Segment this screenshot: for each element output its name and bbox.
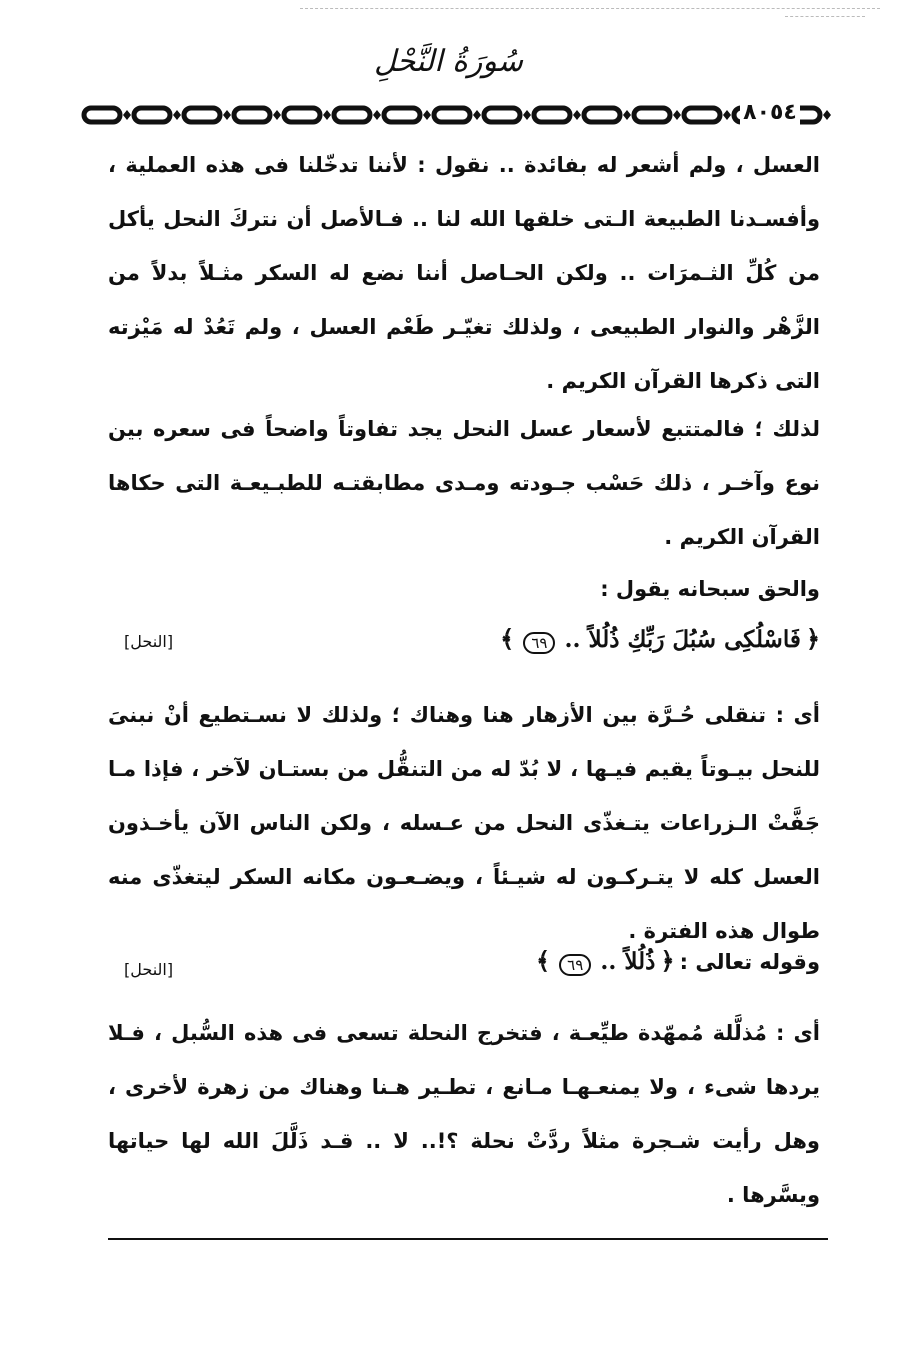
ornament-link — [184, 108, 220, 122]
ayah-number: ٦٩ — [559, 954, 591, 976]
ornament-diamond — [273, 110, 281, 120]
ornament-diamond — [423, 110, 431, 120]
ornament-link — [484, 108, 520, 122]
ornamental-border — [80, 100, 840, 130]
verse-text: فَاسْلُكِى سُبُلَ رَبِّكِ ذُلُلاً .. — [564, 626, 801, 653]
ornament-diamond — [223, 110, 231, 120]
verse-text: ذُلُلاً .. — [600, 948, 656, 975]
verse-open-bracket: ﴿ — [805, 624, 820, 653]
verse-source: [النحل] — [124, 632, 174, 651]
scan-edge-line — [785, 16, 865, 17]
ornament-link — [384, 108, 420, 122]
footer-rule — [108, 1238, 828, 1240]
ornament-diamond — [373, 110, 381, 120]
ornament-link — [84, 108, 120, 122]
surah-title: سُورَةُ النَّحْلِ — [374, 44, 523, 79]
verse-close-bracket: ﴾ — [536, 946, 551, 975]
ornament-diamond — [123, 110, 131, 120]
ornament-diamond — [323, 110, 331, 120]
ornament-link — [634, 108, 670, 122]
verse-intro: وقوله تعالى : — [679, 950, 820, 974]
quran-verse — [108, 946, 820, 996]
ornament-diamond — [623, 110, 631, 120]
ornament-diamond — [673, 110, 681, 120]
quran-verse — [108, 624, 820, 674]
scan-edge-line — [300, 8, 880, 9]
ornament-diamond — [573, 110, 581, 120]
ornament-link — [334, 108, 370, 122]
ornament-diamond — [173, 110, 181, 120]
ornament-link — [284, 108, 320, 122]
ornament-diamond — [823, 110, 831, 120]
paragraph: أى : تنقلى حُـرَّة بين الأزهار هنا وهناك ؛ ولذلك لا نسـتطيع أنْ نبنىَ للنحل بيـوتاً يقيم فيـها ، لا بُدّ له من التنقُّل من بستـان لآخر ، فإذا مـا جَفَّتْ الـزراعات يتـغذّى النحل من عـسله ، ولكن الناس الآن يأخـذون العسل كله لا يتـركـون له شيـئاً ، ويضـعـون مكانه السكر ليتغذّى منه طوال هذه الفترة . — [108, 703, 820, 943]
paragraph: العسل ، ولم أشعر له بفائدة .. نقول : لأننا تدخّلنا فى هذه العملية ، وأفسـدنا الطبيعة الـتى خلقها الله لنا .. فـالأصل أن نتركَ النحل يأكل من كُلِّ الثـمرَات .. ولكن الحـاصل أننا نضع له السكر مثـلاً بدلاً من الزَّهْر والنوار الطبيعى ، ولذلك تغيّـر طَعْم العسل ، ولم تَعُدْ له مَيْزته التى ذكرها القرآن الكريم . — [108, 153, 820, 393]
ornament-diamond — [523, 110, 531, 120]
ornament-link — [584, 108, 620, 122]
paragraph: والحق سبحانه يقول : — [600, 577, 820, 601]
verse-close-bracket: ﴾ — [500, 624, 515, 653]
ayah-number: ٦٩ — [523, 632, 555, 654]
ornament-link — [534, 108, 570, 122]
verse-open-bracket: ﴿ — [660, 946, 675, 975]
ornament-diamond — [473, 110, 481, 120]
ornament-link — [684, 108, 720, 122]
ornament-link — [134, 108, 170, 122]
paragraph: أى : مُذلَّلة مُمهّدة طيِّعـة ، فتخرج النحلة تسعى فى هذه السُّبل ، فـلا يردها شىء ، ولا يمنعـهـا مـانع ، تطـير هـنا وهناك من زهرة لأخرى ، وهل رأيت شـجرة مثلاً ردَّتْ نحلة ؟!.. لا .. قـد ذَلَّلَ الله لها حياتها ويسَّرها . — [108, 1021, 820, 1207]
page-number: ٨٠٥٤ — [740, 98, 800, 128]
ornament-link — [234, 108, 270, 122]
paragraph: لذلك ؛ فالمتتبع لأسعار عسل النحل يجد تفاوتاً واضحاً فى سعره بين نوع وآخـر ، ذلك حَسْب جـودته ومـدى مطابقتـه للطبـيعـة التى حكاها القرآن الكريم . — [108, 417, 820, 549]
ornament-diamond — [723, 110, 731, 120]
verse-source: [النحل] — [124, 960, 174, 979]
ornament-link — [434, 108, 470, 122]
